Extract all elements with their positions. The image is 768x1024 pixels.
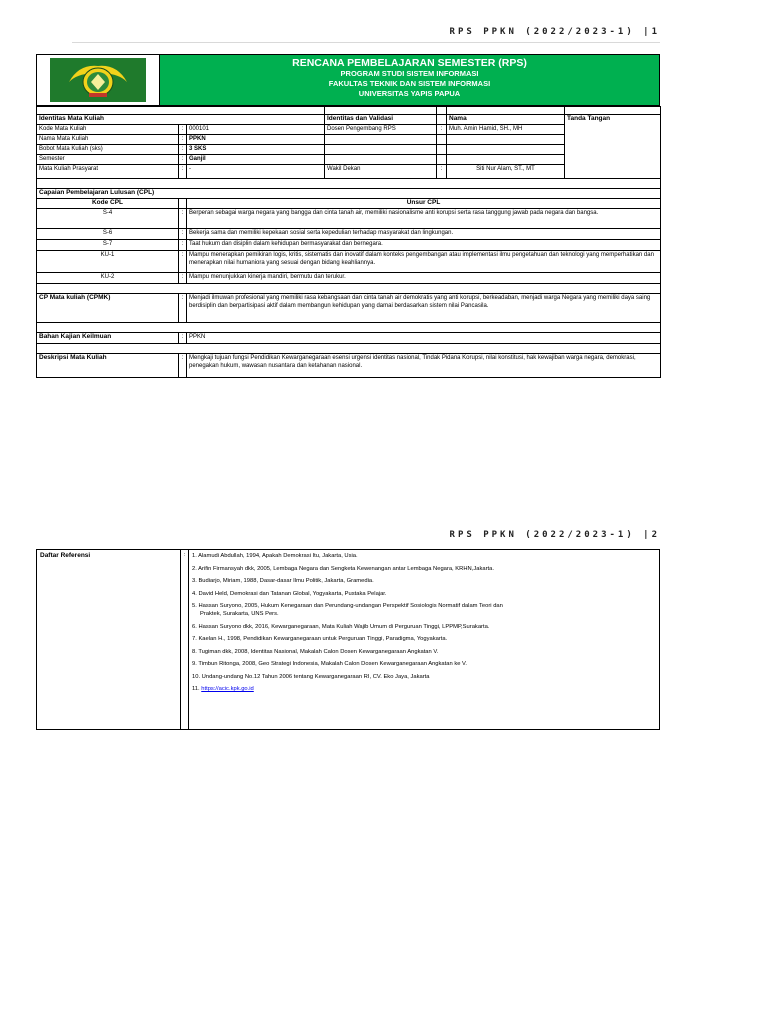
deskripsi-text: Mengkaji tujuan fungsi Pendidikan Kewarganegaraan esensi urgensi identitas nasional, Tindak Pidana Korupsi, nilai konstitusi, hak kewajiban warga negara, demokrasi, penegakan hukum, wawasan nusantara dan ketahanan nasional. [187, 353, 661, 377]
identity-value: 000101 [187, 125, 325, 135]
signature-cell [565, 125, 661, 135]
colon: : [179, 239, 187, 250]
bahan-text: PPKN [187, 332, 661, 343]
identity-row [37, 125, 661, 135]
cpl-text: Bekerja sama dan memiliki kepekaan sosial serta kepedulian terhadap masyarakat dan lingkungan. [187, 228, 661, 239]
colon: : [179, 165, 187, 179]
identity-label: Nama Mata Kuliah [37, 135, 179, 145]
identity-header-row [37, 115, 661, 125]
cpl-code: KU-1 [37, 250, 179, 272]
banner-university: UNIVERSITAS YAPIS PAPUA [358, 89, 461, 98]
cpmk-text: Menjadi ilmuwan profesional yang memiliki rasa kebangsaan dan cinta tanah air demokratis yang anti korupsi, berkeadaban, menjadi warga Negara yang memiliki daya saing berdisiplin dan berpartisipasi aktif dalam membangun kehidupan yang damai berdasarkan sistem nilai Pancasila. [187, 293, 661, 322]
deskripsi-row [37, 353, 661, 377]
validation-label: Dosen Pengembang RPS [325, 125, 437, 135]
spacer-row [37, 107, 661, 115]
cpl-text: Mampu menerapkan pemikiran logis, kritis, sistematis dan inovatif dalam konteks pengembangan atau implementasi ilmu pengetahuan dan teknologi yang memperhatikan dan menerapkan nilai humaniora yang sesuai dengan bidang keahliannya. [187, 250, 661, 272]
identity-header: Identitas Mata Kuliah [37, 115, 325, 125]
reference-list-cell [189, 550, 660, 730]
reference-list [192, 552, 656, 693]
validation-header: Identitas dan Validasi [325, 115, 437, 125]
unsur-cpl-header: Unsur CPL [187, 199, 661, 209]
cpl-code: S-4 [37, 208, 179, 228]
cpl-code: S-7 [37, 239, 179, 250]
deskripsi-label: Deskripsi Mata Kuliah [37, 353, 179, 377]
colon: : [179, 228, 187, 239]
colon: : [179, 125, 187, 135]
reference-item: 1. Alamudi Abdullah, 1994, Apakah Demokrasi Itu, Jakarta, Usia. [192, 553, 358, 559]
university-logo [50, 58, 146, 102]
reference-link-number: 11. [192, 686, 202, 692]
identity-label: Bobot Mata Kuliah (sks) [37, 145, 179, 155]
cpmk-label: CP Mata kuliah (CPMK) [37, 293, 179, 322]
banner-text [160, 55, 659, 105]
banner-program: PROGRAM STUDI SISTEM INFORMASI [340, 69, 479, 78]
spacer-row [37, 179, 661, 189]
reference-item: 3. Budiarjo, Miriam, 1988, Dasar-dasar Ilmu Politik, Jakarta, Gramedia. [192, 578, 374, 584]
reference-item: 9. Timbun Ritonga, 2008, Geo Strategi Indonesia, Makalah Calon Dosen Kewarganegaraan Angkatan ke V. [192, 661, 467, 667]
spacer-row [37, 283, 661, 293]
colon: : [179, 293, 187, 322]
validation-name: Muh. Amin Hamid, SH., MH [447, 125, 565, 135]
header-rule-1 [72, 42, 660, 43]
rps-table [36, 106, 661, 378]
cpl-row [37, 272, 661, 283]
reference-item: 6. Hassan Suryono dkk, 2016, Kewarganegaraan, Mata Kuliah Wajib Umum di Perguruan Tinggi, LPPMP,Surakarta. [192, 623, 490, 630]
cpl-text: Mampu menunjukkan kinerja mandiri, bermutu dan terukur. [187, 272, 661, 283]
colon: : [437, 165, 447, 179]
page-header-2: RPS PPKN (2022/2023-1) |2 [449, 530, 660, 540]
reference-item: 8. Tugiman dkk, 2008, Identitas Nasional, Makalah Calon Dosen Kewarganegaraan Angkatan V. [192, 648, 439, 655]
rps-banner [36, 54, 660, 106]
identity-label: Semester [37, 155, 179, 165]
colon: : [179, 353, 187, 377]
colon: : [179, 332, 187, 343]
identity-row [37, 155, 661, 165]
cpl-text: Berperan sebagai warga negara yang bangga dan cinta tanah air, memiliki nasionalisme anti korupsi serta rasa tanggung jawab pada negara dan bangsa. [187, 208, 661, 228]
colon: : [181, 550, 189, 730]
identity-value: Ganjil [187, 155, 325, 165]
cpl-section-row [37, 189, 661, 199]
university-seal-icon [65, 60, 131, 100]
page-header-1: RPS PPKN (2022/2023-1) |1 [449, 27, 660, 37]
identity-row [37, 165, 661, 179]
reference-row [37, 550, 660, 730]
cpl-row [37, 228, 661, 239]
kpk-link[interactable]: https://acic.kpk.go.id [201, 686, 254, 692]
identity-value: 3 SKS [187, 145, 325, 155]
cpl-code: KU-2 [37, 272, 179, 283]
cpl-code: S-6 [37, 228, 179, 239]
colon: : [437, 125, 447, 135]
reference-item: 10. Undang-undang No.12 Tahun 2006 tentang Kewarganegaraan RI, CV. Eko Jaya, Jakarta [192, 673, 430, 680]
colon: : [179, 155, 187, 165]
colon: : [179, 250, 187, 272]
reference-item: 4. David Held, Demokrasi dan Tatanan Global, Yogyakarta, Pustaka Pelajar. [192, 590, 387, 597]
identity-row [37, 145, 661, 155]
cpl-row [37, 239, 661, 250]
spacer-row [37, 343, 661, 353]
banner-faculty: FAKULTAS TEKNIK DAN SISTEM INFORMASI [328, 79, 491, 88]
identity-label: Kode Mata Kuliah [37, 125, 179, 135]
reference-item: 5. Hassan Suryono, 2005, Hukum Kenegaraan dan Perundang-undangan Perspektif Sosiologis Normatif dalam Teori dan Praktek, Surakarta, UNS Pers. [192, 603, 503, 617]
reference-label: Daftar Referensi [37, 550, 181, 730]
colon: : [179, 272, 187, 283]
signature-header: Tanda Tangan [565, 115, 661, 125]
reference-item: 7. Kaelan H., 1998, Pendidikan Kewarganegaraan untuk Perguruan Tinggi, Paradigma, Yogyakarta. [192, 636, 448, 642]
identity-value: - [187, 165, 325, 179]
validation-label: Wakil Dekan [325, 165, 437, 179]
spacer-row [37, 322, 661, 332]
cpl-row [37, 208, 661, 228]
cpl-section-title: Capaian Pembelajaran Lulusan (CPL) [37, 189, 661, 199]
validation-name: Siti Nur Alam, ST., MT [447, 165, 565, 179]
bahan-row [37, 332, 661, 343]
logo-box [37, 55, 160, 105]
identity-row [37, 135, 661, 145]
identity-label: Mata Kuliah Prasyarat [37, 165, 179, 179]
cpmk-row [37, 293, 661, 322]
colon: : [179, 145, 187, 155]
name-header: Nama [447, 115, 565, 125]
bahan-label: Bahan Kajian Keilmuan [37, 332, 179, 343]
reference-item: 2. Arifin Firmansyah dkk, 2005, Lembaga Negara dan Sengketa Kewenangan antar Lembaga Negara, KRHN,Jakarta. [192, 565, 494, 572]
kode-cpl-header: Kode CPL [37, 199, 179, 209]
reference-table [36, 549, 660, 730]
banner-title: RENCANA PEMBELAJARAN SEMESTER (RPS) [292, 57, 527, 69]
colon: : [179, 208, 187, 228]
reference-item-link [192, 685, 656, 693]
cpl-header-row [37, 199, 661, 209]
cpl-row [37, 250, 661, 272]
identity-value: PPKN [187, 135, 325, 145]
cpl-text: Taat hukum dan disiplin dalam kehidupan bermasyarakat dan bernegara. [187, 239, 661, 250]
colon: : [179, 135, 187, 145]
